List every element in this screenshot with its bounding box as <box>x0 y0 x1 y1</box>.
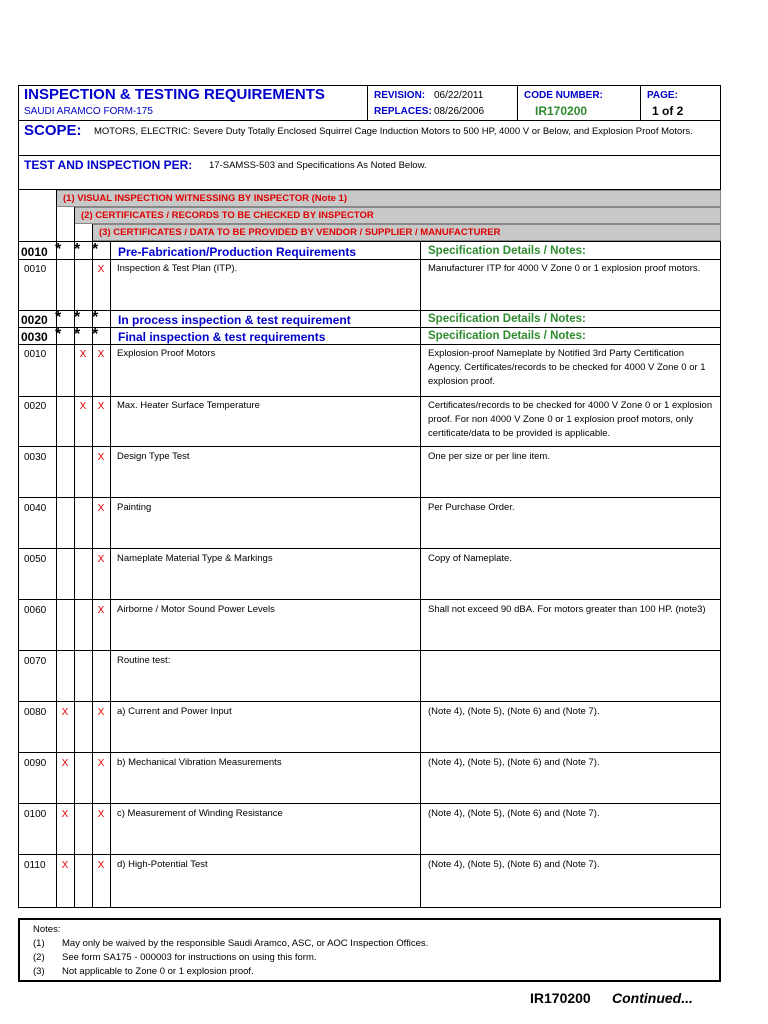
note-number: (3) <box>33 966 45 977</box>
code-number-label: CODE NUMBER: <box>524 90 603 101</box>
star-mark: * <box>74 241 81 258</box>
spec-heading: Specification Details / Notes: <box>428 245 586 257</box>
spec-heading: Specification Details / Notes: <box>428 330 586 342</box>
row-item: a) Current and Power Input <box>117 706 232 717</box>
mark-vendor-data: X <box>97 554 105 565</box>
row-item: Painting <box>117 502 152 513</box>
section-number: 0020 <box>21 313 48 327</box>
row-number: 0060 <box>24 605 47 616</box>
form-number: SAUDI ARAMCO FORM-175 <box>24 106 153 117</box>
note-number: (2) <box>33 952 45 963</box>
row-number: 0010 <box>24 349 47 360</box>
row-spec: (Note 4), (Note 5), (Note 6) and (Note 7). <box>428 706 600 717</box>
mark-certificates-checked: X <box>79 401 87 412</box>
row-number: 0070 <box>24 656 47 667</box>
mark-vendor-data: X <box>97 452 105 463</box>
star-mark: * <box>92 309 99 326</box>
band-visual-inspection-text: (1) VISUAL INSPECTION WITNESSING BY INSPECTOR (Note 1) <box>63 193 347 204</box>
note-number: (1) <box>33 938 45 949</box>
mark-vendor-data: X <box>97 349 105 360</box>
row-number: 0040 <box>24 503 47 514</box>
test-per-label: TEST AND INSPECTION PER: <box>24 158 193 172</box>
revision-value: 06/22/2011 <box>434 90 484 101</box>
mark-vendor-data: X <box>97 401 105 412</box>
page-label: PAGE: <box>647 90 678 101</box>
row-item: Airborne / Motor Sound Power Levels <box>117 604 275 615</box>
row-item: Design Type Test <box>117 451 190 462</box>
footer-continued: Continued... <box>612 990 693 1006</box>
scope-text: MOTORS, ELECTRIC: Severe Duty Totally Enclosed Squirrel Cage Induction Motors to 500 HP, 4000 V or Below, and Explosion Proof Motors. <box>94 126 693 137</box>
row-item: b) Mechanical Vibration Measurements <box>117 757 282 768</box>
section-title: Final inspection & test requirements <box>118 330 326 344</box>
section-title: Pre-Fabrication/Production Requirements <box>118 245 357 259</box>
mark-visual-inspection: X <box>61 707 69 718</box>
row-spec: Explosion-proof Nameplate by Notified 3rd Party Certification Agency. Certificates/records to be checked for 4000 V Zone 0 or 1 explosion proof. <box>428 348 706 387</box>
row-spec: Shall not exceed 90 dBA. For motors greater than 100 HP. (note3) <box>428 604 706 615</box>
note-text: See form SA175 - 000003 for instructions on using this form. <box>62 952 317 963</box>
row-item: Inspection & Test Plan (ITP). <box>117 263 238 274</box>
star-mark: * <box>74 309 81 326</box>
row-item: Nameplate Material Type & Markings <box>117 553 273 564</box>
mark-visual-inspection: X <box>61 860 69 871</box>
row-item: d) High-Potential Test <box>117 859 208 870</box>
row-spec: Copy of Nameplate. <box>428 553 512 564</box>
mark-visual-inspection: X <box>61 758 69 769</box>
note-text: Not applicable to Zone 0 or 1 explosion proof. <box>62 966 254 977</box>
band-certificates-checked-text: (2) CERTIFICATES / RECORDS TO BE CHECKED BY INSPECTOR <box>81 210 374 221</box>
replaces-value: 08/26/2006 <box>434 106 485 117</box>
mark-vendor-data: X <box>97 264 105 275</box>
row-spec: (Note 4), (Note 5), (Note 6) and (Note 7). <box>428 757 600 768</box>
star-mark: * <box>74 326 81 343</box>
form-title: INSPECTION & TESTING REQUIREMENTS <box>24 86 325 103</box>
code-number-value: IR170200 <box>535 104 588 118</box>
row-number: 0100 <box>24 809 47 820</box>
page-value: 1 of 2 <box>652 104 684 118</box>
row-item: Max. Heater Surface Temperature <box>117 400 260 411</box>
mark-vendor-data: X <box>97 809 105 820</box>
revision-label: REVISION: <box>374 90 426 101</box>
row-spec: (Note 4), (Note 5), (Note 6) and (Note 7). <box>428 808 600 819</box>
mark-vendor-data: X <box>97 860 105 871</box>
spec-heading: Specification Details / Notes: <box>428 313 586 325</box>
mark-vendor-data: X <box>97 605 105 616</box>
row-spec: Per Purchase Order. <box>428 502 515 513</box>
row-number: 0010 <box>24 264 47 275</box>
footer-code: IR170200 <box>530 990 591 1006</box>
star-mark: * <box>55 309 62 326</box>
star-mark: * <box>92 241 99 258</box>
mark-visual-inspection: X <box>61 809 69 820</box>
section-number: 0010 <box>21 245 48 259</box>
notes-title: Notes: <box>33 924 61 935</box>
section-title: In process inspection & test requirement <box>118 313 351 327</box>
mark-vendor-data: X <box>97 503 105 514</box>
row-spec: (Note 4), (Note 5), (Note 6) and (Note 7). <box>428 859 600 870</box>
band-vendor-data-text: (3) CERTIFICATES / DATA TO BE PROVIDED BY VENDOR / SUPPLIER / MANUFACTURER <box>99 227 501 238</box>
row-number: 0020 <box>24 401 47 412</box>
star-mark: * <box>55 241 62 258</box>
row-item: Routine test: <box>117 655 171 666</box>
row-number: 0050 <box>24 554 47 565</box>
row-spec: One per size or per line item. <box>428 451 550 462</box>
row-item: Explosion Proof Motors <box>117 348 216 359</box>
test-per-text: 17-SAMSS-503 and Specifications As Noted Below. <box>209 160 427 171</box>
mark-vendor-data: X <box>97 758 105 769</box>
row-number: 0030 <box>24 452 47 463</box>
replaces-label: REPLACES: <box>374 106 432 117</box>
row-number: 0080 <box>24 707 47 718</box>
row-item: c) Measurement of Winding Resistance <box>117 808 283 819</box>
mark-vendor-data: X <box>97 707 105 718</box>
row-number: 0090 <box>24 758 47 769</box>
note-text: May only be waived by the responsible Saudi Aramco, ASC, or AOC Inspection Offices. <box>62 938 429 949</box>
star-mark: * <box>55 326 62 343</box>
section-number: 0030 <box>21 330 48 344</box>
mark-certificates-checked: X <box>79 349 87 360</box>
row-spec: Manufacturer ITP for 4000 V Zone 0 or 1 explosion proof motors. <box>428 263 701 274</box>
row-spec: Certificates/records to be checked for 4000 V Zone 0 or 1 explosion proof. For non 4000 V Zone 0 or 1 explosion proof motors, only certificate/data to be provided is applicable. <box>428 400 713 439</box>
scope-label: SCOPE: <box>24 122 82 139</box>
star-mark: * <box>92 326 99 343</box>
row-number: 0110 <box>24 860 46 871</box>
